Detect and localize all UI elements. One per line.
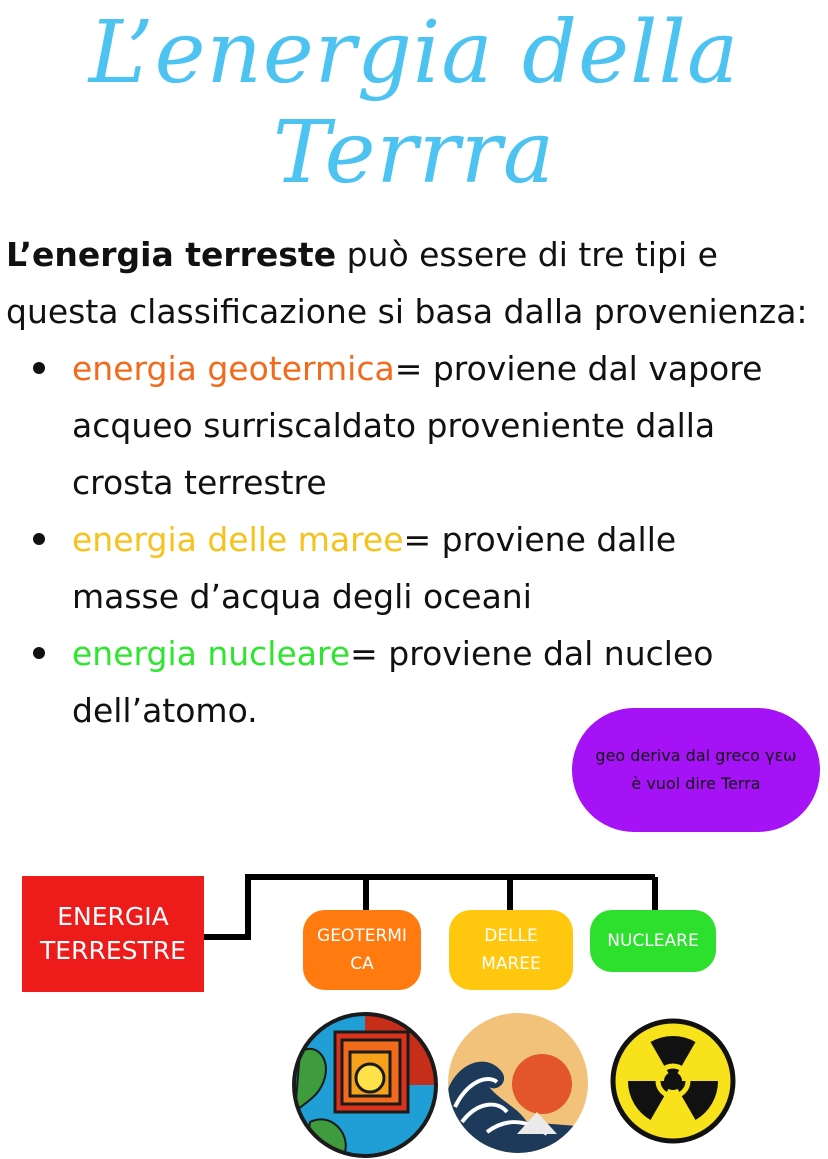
page-title-line2: Terrra	[272, 103, 556, 203]
pill-nucleare	[590, 910, 716, 972]
intro-text-2: questa classificazione si basa dalla provenienza:	[6, 292, 808, 331]
callout-line1: geo deriva dal greco γεω	[595, 746, 797, 765]
geo-label-2: CA	[350, 954, 374, 974]
root-label-1: ENERGIA	[57, 902, 169, 931]
maree-label-2: MAREE	[481, 954, 541, 974]
connector-trunk	[204, 877, 655, 937]
root-box-energia-terrestre	[22, 876, 204, 992]
term-maree: energia delle maree	[72, 520, 404, 559]
maree-label-1: DELLE	[484, 926, 538, 946]
term-geotermica: energia geotermica	[72, 349, 395, 388]
nuc-label: NUCLEARE	[607, 931, 699, 951]
root-label-2: TERRESTRE	[40, 936, 186, 965]
callout-line2: è vuol dire Terra	[631, 774, 761, 793]
geo-label-1: GEOTERMI	[317, 926, 407, 946]
pill-geotermica	[303, 910, 421, 990]
pill-maree	[449, 910, 573, 990]
term-nucleare: energia nucleare	[72, 634, 351, 673]
earth-layers-icon	[290, 1012, 440, 1158]
desc-nucleare: = proviene dal nucleo dell’atomo.	[72, 634, 714, 730]
intro-text-1: può essere di tre tipi e	[336, 235, 718, 274]
intro-bold-term: L’energia terreste	[6, 235, 337, 274]
desc-maree: = proviene dalle masse d’acqua degli oceani	[72, 520, 677, 616]
page-title-line1: L’energia della	[88, 3, 740, 103]
great-wave-icon	[447, 1012, 589, 1154]
radiation-icon	[610, 1018, 736, 1144]
desc-geotermica: = proviene dal vapore acqueo surriscaldato proveniente dalla crosta terrestre	[72, 349, 763, 502]
